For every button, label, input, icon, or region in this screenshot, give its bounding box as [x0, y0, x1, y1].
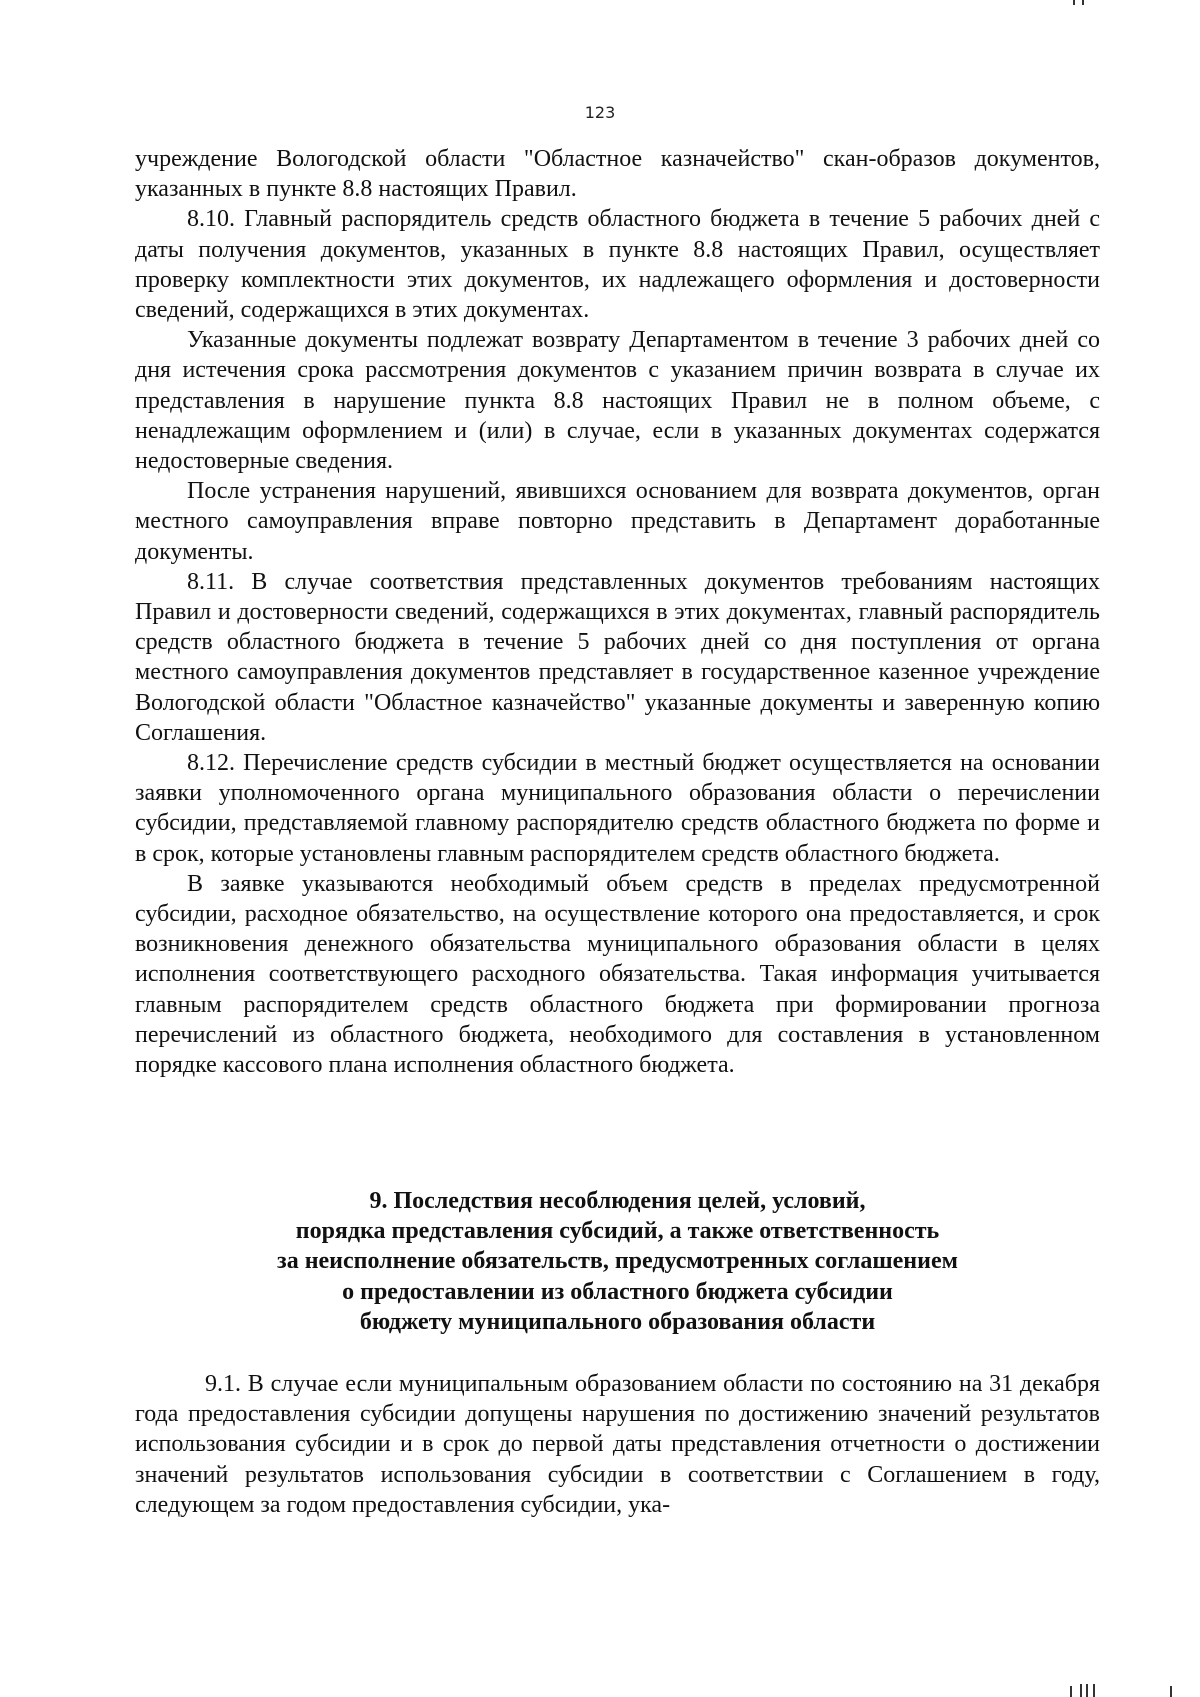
scan-edge-mark: [1073, 0, 1075, 5]
paragraph-8-10: 8.10. Главный распорядитель средств областного бюджета в течение 5 рабочих дней с даты получения документов, указанных в пункте 8.8 настоящих Правил, осуществляет проверку комплектности этих документов, их надлежащего оформления и достоверности сведений, содержащихся в этих документах.: [135, 206, 1100, 324]
page-number: 123: [584, 103, 616, 122]
scan-edge-mark: [1080, 1684, 1082, 1697]
paragraph-continuation: учреждение Вологодской области "Областное казначейство" скан-образов документов, указанных в пункте 8.8 настоящих Правил.: [135, 146, 1100, 203]
body-text-upper: [135, 144, 1100, 1080]
paragraph-8-12: 8.12. Перечисление средств субсидии в местный бюджет осуществляется на основании заявки уполномоченного органа муниципального образования области о перечислении субсидии, представляемой главному распорядителю средств областного бюджета по форме и в срок, которые установлены главным распорядителем средств областного бюджета.: [135, 750, 1100, 867]
section-heading-line: за неисполнение обязательств, предусмотренных соглашением: [277, 1248, 958, 1275]
scan-edge-mark: [1093, 1684, 1095, 1697]
paragraph-resubmission: После устранения нарушений, явившихся основанием для возврата документов, орган местного самоуправления вправе повторно представить в Департамент доработанные документы.: [135, 478, 1100, 565]
scan-edge-mark: [1086, 1684, 1088, 1697]
paragraph-9-1: 9.1. В случае если муниципальным образованием области по состоянию на 31 декабря года предоставления субсидии допущены нарушения по достижению значений результатов использования субсидии и в срок до первой даты представления отчетности о достижении значений результатов использования субсидии в соответствии с Соглашением в году, следующем за годом предоставления субсидии, ука-: [135, 1371, 1100, 1518]
scan-edge-mark: [1070, 1686, 1072, 1697]
section-heading-line: бюджету муниципального образования области: [359, 1308, 876, 1335]
section-heading-line: о предоставлении из областного бюджета субсидии: [342, 1278, 893, 1305]
scan-edge-mark: [1082, 0, 1084, 5]
paragraph-application-contents: В заявке указываются необходимый объем средств в пределах предусмотренной субсидии, расходное обязательство, на осуществление которого она предоставляется, и срок возникновения денежного обязательства муниципального образования области в целях исполнения соответствующего расходного обязательства. Такая информация учитывается главным распорядителем средств областного бюджета при формировании прогноза перечислений из областного бюджета, необходимого для составления в установленном порядке кассового плана исполнения областного бюджета.: [135, 870, 1100, 1079]
section-heading-line: 9. Последствия несоблюдения целей, условий,: [369, 1188, 866, 1214]
body-text-lower: [135, 1369, 1100, 1520]
section-heading-line: порядка представления субсидий, а также ответственность: [295, 1218, 940, 1245]
scan-edge-mark: [1170, 1686, 1172, 1697]
paragraph-return-documents: Указанные документы подлежат возврату Департаментом в течение 3 рабочих дней со дня истечения срока рассмотрения документов с указанием причин возврата в случае их представления в нарушение пункта 8.8 настоящих Правил не в полном объеме, с ненадлежащим оформлением и (или) в случае, если в указанных документах содержатся недостоверные сведения.: [135, 327, 1100, 475]
paragraph-8-11: 8.11. В случае соответствия представленных документов требованиям настоящих Правил и достоверности сведений, содержащихся в этих документах, главный распорядитель средств областного бюджета в течение 5 рабочих дней со дня поступления от органа местного самоуправления документов представляет в государственное казенное учреждение Вологодской области "Областное казначейство" указанные документы и заверенную копию Соглашения.: [135, 568, 1100, 746]
section-9-heading: [135, 1186, 1100, 1337]
